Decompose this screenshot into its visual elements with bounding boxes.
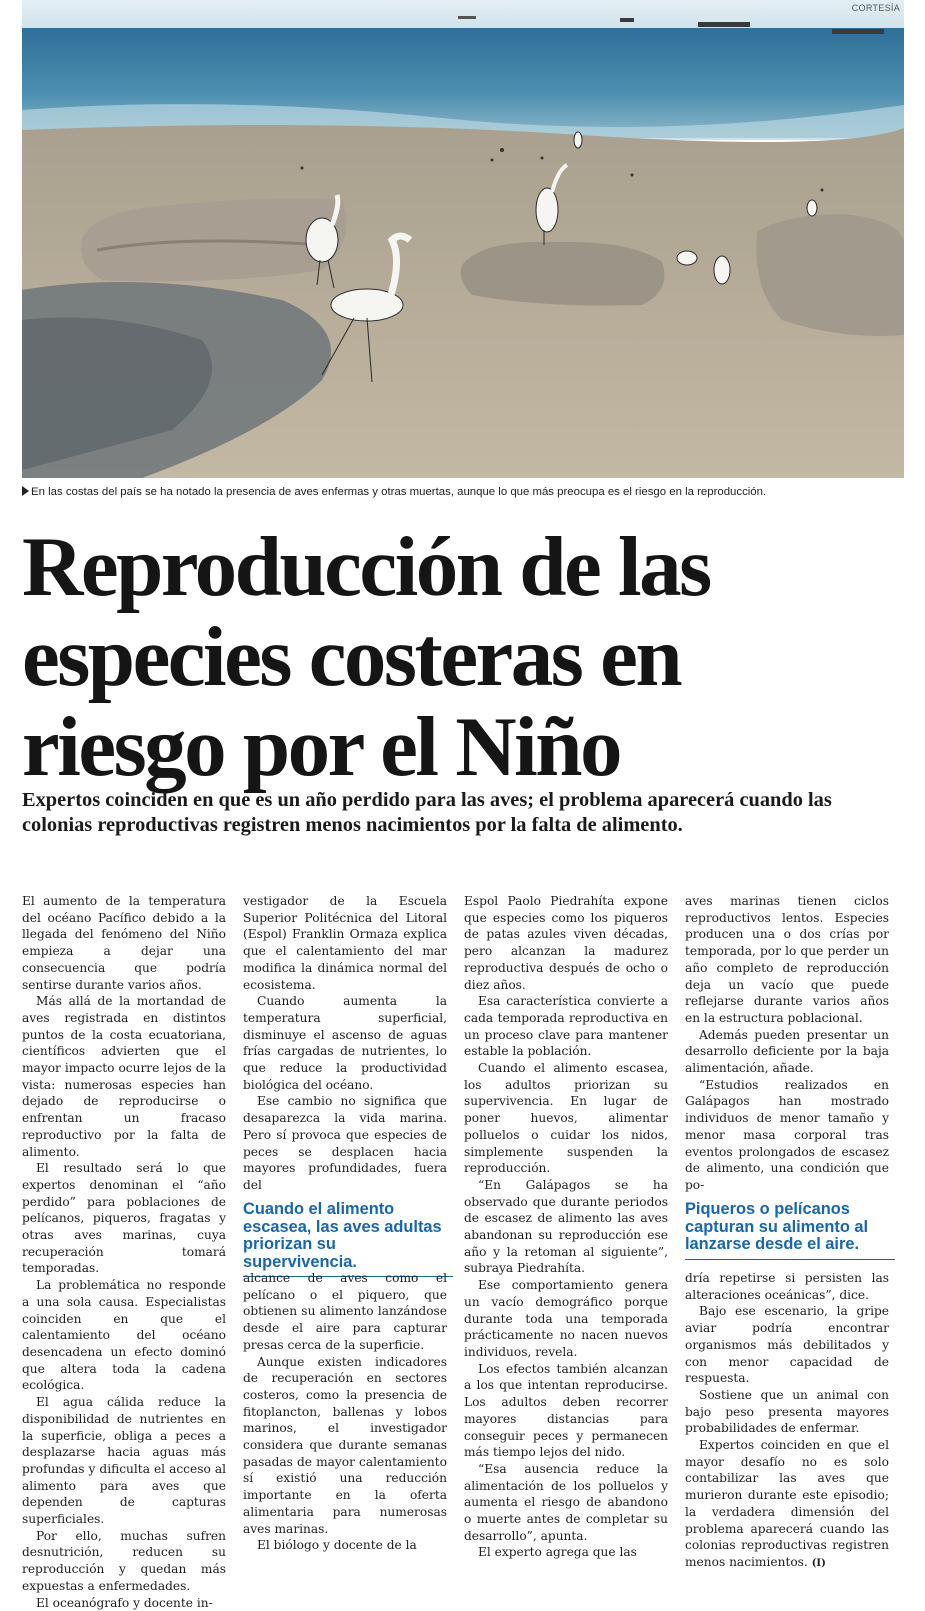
body-paragraph: vestigador de la Escuela Superior Politécnica del Litoral (Espol) Franklin Ormaza explica que el calentamiento del mar modifica la dinámica normal del ecosistema.: [243, 894, 447, 992]
body-paragraph: Por ello, muchas sufren desnutrición, reducen su reproducción y quedan más expuestas a enfermedades.: [22, 1528, 226, 1593]
body-paragraph: El experto agrega que las: [478, 1545, 637, 1560]
body-paragraph: Aunque existen indicadores de recuperación en sectores costeros, como la presencia de fitoplancton, ballenas y lobos marinos, el investigador considera que durante semanas pasadas de mayor calentamiento sí existió una reducción importante en la oferta alimentaria para numerosas aves marinas.: [243, 1354, 447, 1536]
body-paragraph: dría repetirse si persisten las alteraciones oceánicas”, dice.: [685, 1271, 889, 1302]
body-paragraph: “Esa ausencia reduce la alimentación de los polluelos y aumenta el riesgo de abandono o muerte antes de completar su desarrollo”, apunta.: [464, 1461, 668, 1543]
article-column-1: [22, 893, 226, 1611]
body-paragraph: Además pueden presentar un desarrollo deficiente por la baja alimentación, añade.: [685, 1027, 889, 1076]
headline: [22, 522, 904, 792]
body-paragraph: Espol Paolo Piedrahíta expone que especies como los piqueros de patas azules viven décadas, pero alcanzan la madurez reproductiva después de ocho o diez años.: [464, 894, 668, 992]
pull-quote: Cuando el alimento escasea, las aves adultas priorizan su supervivencia.: [243, 1201, 453, 1277]
body-paragraph: Sostiene que un animal con bajo peso presenta mayores probabilidades de enfermar.: [685, 1387, 889, 1436]
body-paragraph: Esa característica convierte a cada temporada reproductiva en un proceso clave para mantener estable la población.: [464, 994, 668, 1059]
headline-line-1: Reproducción de las: [22, 520, 710, 614]
body-paragraph: “Estudios realizados en Galápagos han mostrado individuos de menor tamaño y menor masa corporal tras eventos prolongados de escasez de alimento, una condición que po-: [685, 1077, 889, 1192]
body-paragraph: Ese comportamiento genera un vacío demográfico porque durante toda una temporada prácticamente no nacen nuevos individuos, revela.: [464, 1278, 668, 1359]
body-paragraph: La problemática no responde a una sola causa. Especialistas coinciden en que el calentamiento del océano desencadena un efecto dominó que altera toda la cadena ecológica.: [22, 1278, 226, 1393]
body-paragraph: aves marinas tienen ciclos reproductivos lentos. Especies producen una o dos crías por temporada, por lo que perder un año completo de reproducción deja un vacío que puede reflejarse durante varios años en la estructura poblacional.: [685, 894, 889, 1025]
pull-quote: Piqueros o pelícanos capturan su alimento al lanzarse desde el aire.: [685, 1201, 895, 1260]
body-paragraph: Los efectos también alcanzan a los que intentan reproducirse. Los adultos deben recorrer mayores distancias para conseguir peces y permanecen más tiempo lejos del nido.: [464, 1361, 668, 1460]
headline-line-3: riesgo por el Niño: [22, 700, 620, 794]
article-column-4-bottom: [685, 1270, 889, 1573]
body-paragraph: Cuando aumenta la temperatura superficial, disminuye el ascenso de aguas frías cargadas de nutrientes, lo que reduce la productividad biológica del océano.: [243, 994, 447, 1092]
body-paragraph: Cuando el alimento escasea, los adultos priorizan su supervivencia. En lugar de poner huevos, alimentar polluelos o cuidar los nidos, simplemente suspenden la reproducción.: [464, 1061, 668, 1176]
body-paragraph: alcance de aves como el pelícano o el piquero, que obtienen su alimento lanzándose desde el aire para capturar presas cerca de la superficie.: [243, 1271, 447, 1352]
body-paragraph: Más allá de la mortandad de aves registrada en distintos puntos de la costa ecuatoriana, científicos advierten que el mayor impacto ocurre lejos de la vista: numerosas especies han dejado de reproducirse o enfrentan un fracaso reproductivo por la falta de alimento.: [22, 994, 226, 1159]
body-paragraph: El biólogo y docente de la: [257, 1538, 417, 1553]
article-column-2-top: [243, 893, 447, 1194]
body-paragraph: Ese cambio no significa que desaparezca la vida marina. Pero sí provoca que especies de peces se desplacen hacia mayores profundidades, fuera del: [243, 1094, 447, 1192]
body-paragraph: El aumento de la temperatura del océano Pacífico debido a la llegada del fenómeno del Niño empieza a dejar una consecuencia que podría sentirse durante varios años.: [22, 894, 226, 992]
beach-photo: [22, 0, 904, 478]
article-column-4-top: [685, 893, 889, 1194]
beach-egrets-image: [22, 0, 904, 478]
body-paragraph: El resultado será lo que expertos denominan el “año perdido” para poblaciones de pelícanos, piqueros, fragatas y otras aves marinas, cuya recuperación tomará temporadas.: [22, 1161, 226, 1276]
photo-credit: CORTESÍA: [851, 3, 900, 13]
end-mark: (I): [811, 1557, 826, 1569]
last-paragraph-text: Expertos coinciden en que el mayor desafío no es solo contabilizar las aves que murieron durante este episodio; la verdadera dimensión del problema aparecerá cuando las colonias reproductivas registren menos nacimientos.: [685, 1438, 889, 1569]
body-paragraph: Bajo ese escenario, la gripe aviar podría encontrar organismos más debilitados y con menor capacidad de respuesta.: [685, 1304, 889, 1386]
body-paragraph: “En Galápagos se ha observado que durante periodos de escasez de alimento las aves abandonan su reproducción ese año y la retoman al siguiente”, subraya Piedrahíta.: [464, 1177, 668, 1276]
body-paragraph: El agua cálida reduce la disponibilidad de nutrientes en la superficie, obliga a peces a desplazarse hacia aguas más profundas y dificulta el acceso al alimento para aves que dependen de capturas superficiales.: [22, 1395, 226, 1527]
article-column-2-bottom: [243, 1270, 447, 1554]
body-paragraph-last: [685, 1437, 889, 1573]
deck-subtitle: Expertos coinciden en que es un año perdido para las aves; el problema aparecerá cuando las colonias reproductivas registren menos nacimientos por la falta de alimento.: [22, 789, 832, 836]
body-paragraph: El oceanógrafo y docente in-: [36, 1595, 213, 1610]
triangle-right-icon: [22, 486, 29, 496]
photo-caption: [22, 486, 904, 498]
headline-line-2: especies costeras en: [22, 610, 681, 704]
article-column-3: [464, 893, 668, 1561]
photo-caption-text: En las costas del país se ha notado la presencia de aves enfermas y otras muertas, aunque lo que más preocupa es el riesgo en la reproducción.: [31, 486, 767, 498]
